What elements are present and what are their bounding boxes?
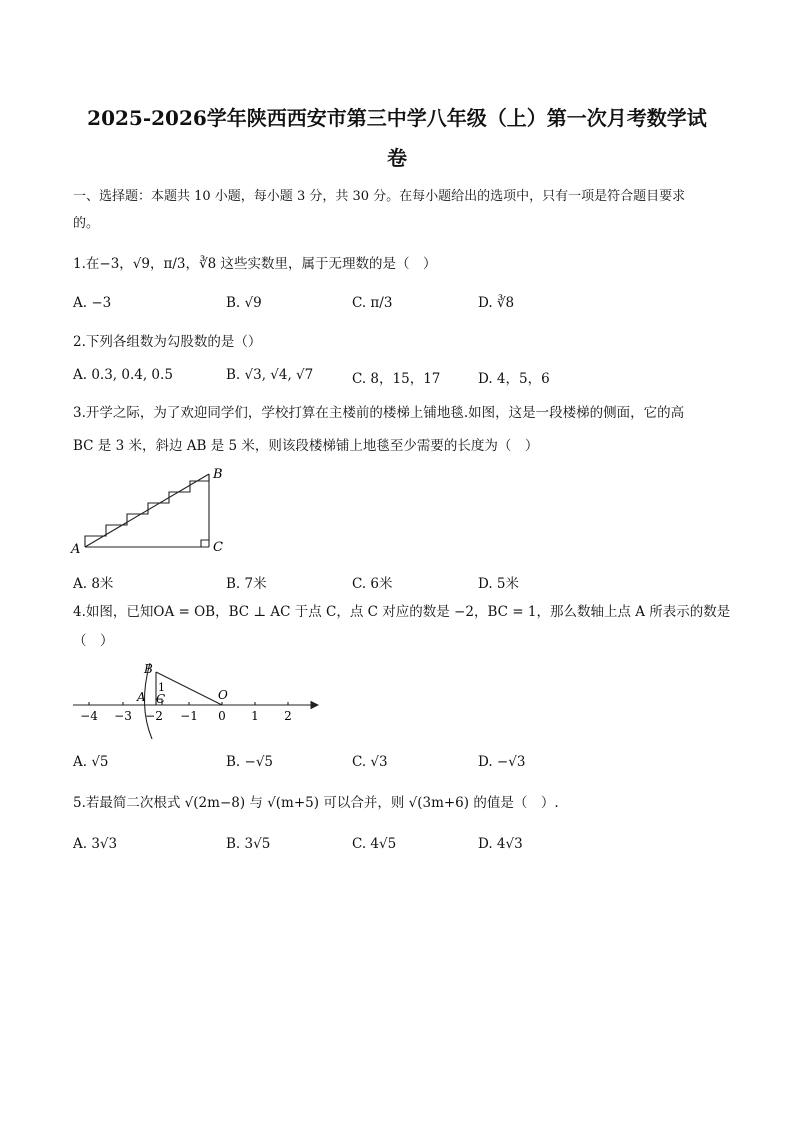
option-a[interactable]: A. 3√3	[73, 836, 118, 852]
right-angle-marker	[201, 540, 209, 547]
section-instructions-line2: 的。	[73, 216, 100, 231]
exam-title-line2: 卷	[387, 146, 407, 170]
number-line-figure	[68, 655, 328, 745]
option-a[interactable]: A. √5	[73, 754, 109, 770]
option-b[interactable]: B. 3√5	[226, 836, 271, 852]
option-b[interactable]: B. √9	[226, 295, 262, 311]
question-number: 3.	[73, 405, 86, 421]
question-number: 2.	[73, 334, 86, 350]
section-instructions-line1: 一、选择题：本题共 10 小题，每小题 3 分，共 30 分。在每小题给出的选项中，只有一项是符合题目要求	[73, 189, 686, 204]
label-c: C	[213, 540, 223, 555]
option-c[interactable]: C. √3	[352, 754, 388, 770]
question-4-options	[73, 754, 723, 778]
option-d[interactable]: D. 4，5，6	[478, 371, 550, 387]
question-text: 如图，已知OA = OB，BC ⊥ AC 于点 C，点 C 对应的数是 −2，BC = 1，那么数轴上点 A 所表示的数是	[85, 604, 731, 620]
option-a[interactable]: A. 8米	[73, 576, 114, 592]
label-bc-length: 1	[158, 681, 165, 694]
tick-labels	[80, 709, 292, 723]
option-d[interactable]: D. 4√3	[478, 836, 523, 852]
question-1	[73, 253, 723, 275]
label-b: B	[213, 467, 223, 482]
option-c[interactable]: C. 8，15，17	[352, 371, 441, 387]
question-text: 开学之际，为了欢迎同学们，学校打算在主楼前的楼梯上铺地毯.如图，这是一段楼梯的侧面，它的高	[85, 405, 685, 421]
question-text: 下列各组数为勾股数的是（）	[85, 334, 262, 350]
question-number: 5.	[73, 795, 86, 811]
tick-label: −4	[80, 709, 98, 723]
staircase-figure	[68, 462, 238, 562]
option-b[interactable]: B. −√5	[226, 754, 274, 770]
label-a: A	[137, 690, 146, 704]
tick-label: 0	[218, 709, 226, 723]
question-3-options	[73, 572, 723, 596]
question-5-options	[73, 836, 723, 860]
option-a[interactable]: A. −3	[73, 295, 112, 311]
option-b[interactable]: B. 7米	[226, 576, 267, 592]
question-4-line2: （ ）	[73, 633, 114, 649]
question-4-line1	[73, 601, 731, 623]
question-2-options	[73, 367, 723, 391]
question-2	[73, 331, 723, 353]
question-number: 1.	[73, 256, 86, 272]
tick-label: 2	[284, 709, 292, 723]
question-3-line2: BC 是 3 米，斜边 AB 是 5 米，则该段楼梯铺上地毯至少需要的长度为（ ）	[73, 438, 539, 454]
tick-label: −2	[145, 709, 163, 723]
tick-label: −3	[114, 709, 132, 723]
label-b: B	[144, 662, 153, 676]
option-c[interactable]: C. 4√5	[352, 836, 397, 852]
question-1-options	[73, 295, 723, 319]
option-a[interactable]: A. 0.3, 0.4, 0.5	[73, 367, 173, 383]
label-c: C	[156, 692, 166, 706]
question-5	[73, 792, 723, 814]
question-number: 4.	[73, 604, 86, 620]
question-3-line1	[73, 402, 723, 424]
question-text: 在−3，√9，π/3，∛8 这些实数里，属于无理数的是（ ）	[85, 256, 437, 272]
label-o: O	[218, 688, 228, 702]
exam-title-line1: 2025-2026学年陕西西安市第三中学八年级（上）第一次月考数学试	[87, 106, 707, 130]
option-b[interactable]: B. √3, √4, √7	[226, 367, 314, 383]
tick-label: 1	[251, 709, 259, 723]
label-a: A	[71, 542, 81, 557]
tick-label: −1	[180, 709, 198, 723]
option-c[interactable]: C. π/3	[352, 295, 393, 311]
segment-ob	[156, 672, 222, 705]
option-c[interactable]: C. 6米	[352, 576, 393, 592]
question-text: 若最简二次根式 √(2m−8) 与 √(m+5) 可以合并，则 √(3m+6) 的值是（ ）.	[85, 795, 559, 811]
option-d[interactable]: D. ∛8	[478, 295, 515, 311]
option-d[interactable]: D. −√3	[478, 754, 526, 770]
option-d[interactable]: D. 5米	[478, 576, 520, 592]
